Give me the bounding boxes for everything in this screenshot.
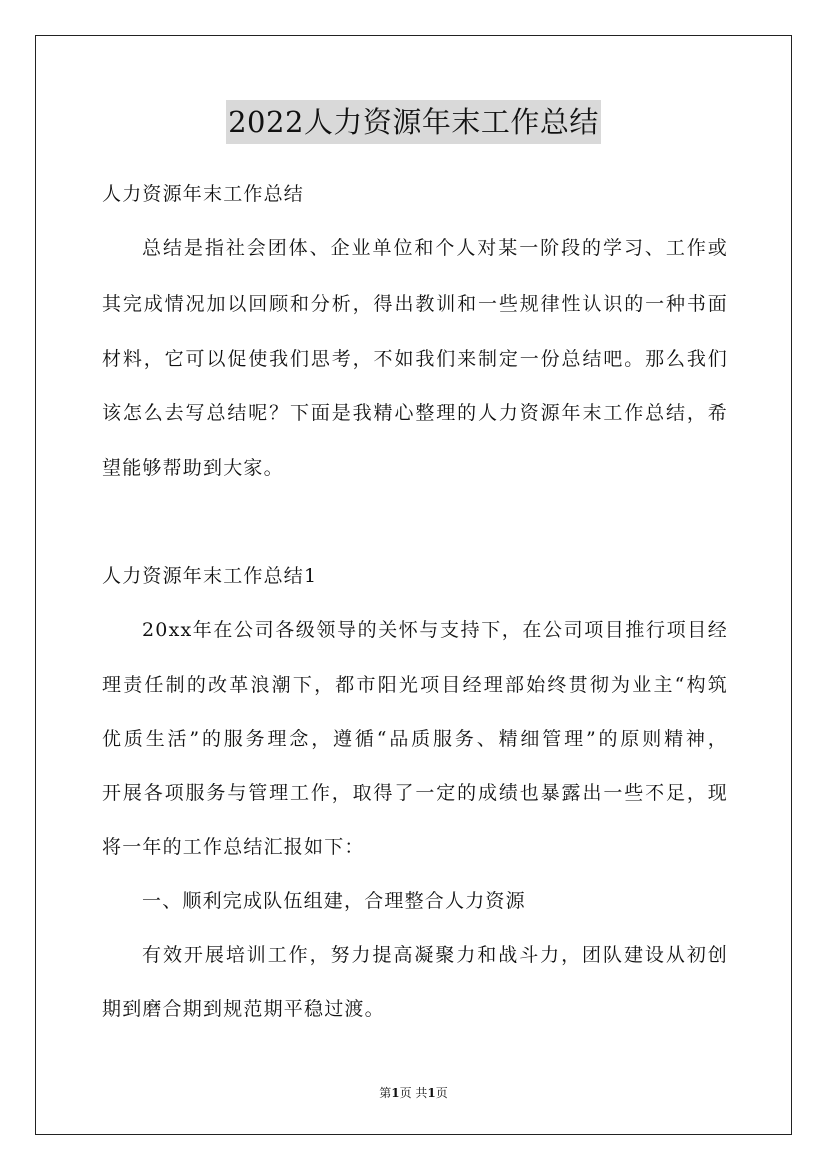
intro-line: 总结是指社会团体、企业单位和个人对某一阶段的学习、工作或: [142, 237, 728, 259]
point-heading: 一、顺利完成队伍组建，合理整合人力资源: [142, 890, 526, 912]
section-line: 优质生活”的服务理念，遵循“品质服务、精细管理”的原则精神，: [102, 728, 728, 750]
section-line: 理责任制的改革浪潮下，都市阳光项目经理部始终贯彻为业主“构筑: [102, 674, 728, 696]
footer-mid: 页 共: [399, 1086, 428, 1100]
page-footer: [0, 1085, 827, 1101]
footer-suffix: 页: [435, 1086, 448, 1100]
document-title: 2022人力资源年末工作总结: [226, 100, 601, 144]
intro-line: 其完成情况加以回顾和分析，得出教训和一些规律性认识的一种书面: [102, 293, 728, 315]
section-line: 20xx年在公司各级领导的关怀与支持下，在公司项目推行项目经: [142, 619, 728, 641]
footer-prefix: 第: [379, 1086, 392, 1100]
section-heading: 人力资源年末工作总结1: [102, 565, 318, 587]
footer-current-page: 1: [391, 1086, 400, 1100]
subtitle: 人力资源年末工作总结: [102, 183, 305, 205]
footer-total-pages: 1: [427, 1086, 436, 1100]
intro-line: 望能够帮助到大家。: [102, 457, 284, 479]
point-line: 期到磨合期到规范期平稳过渡。: [102, 998, 385, 1020]
point-line: 有效开展培训工作，努力提高凝聚力和战斗力，团队建设从初创: [142, 944, 728, 966]
intro-line: 材料，它可以促使我们思考，不如我们来制定一份总结吧。那么我们: [102, 348, 728, 370]
intro-line: 该怎么去写总结呢？下面是我精心整理的人力资源年末工作总结，希: [102, 402, 728, 424]
title-container: [0, 100, 827, 144]
section-line: 将一年的工作总结汇报如下：: [102, 836, 365, 858]
section-line: 开展各项服务与管理工作，取得了一定的成绩也暴露出一些不足，现: [102, 782, 728, 804]
